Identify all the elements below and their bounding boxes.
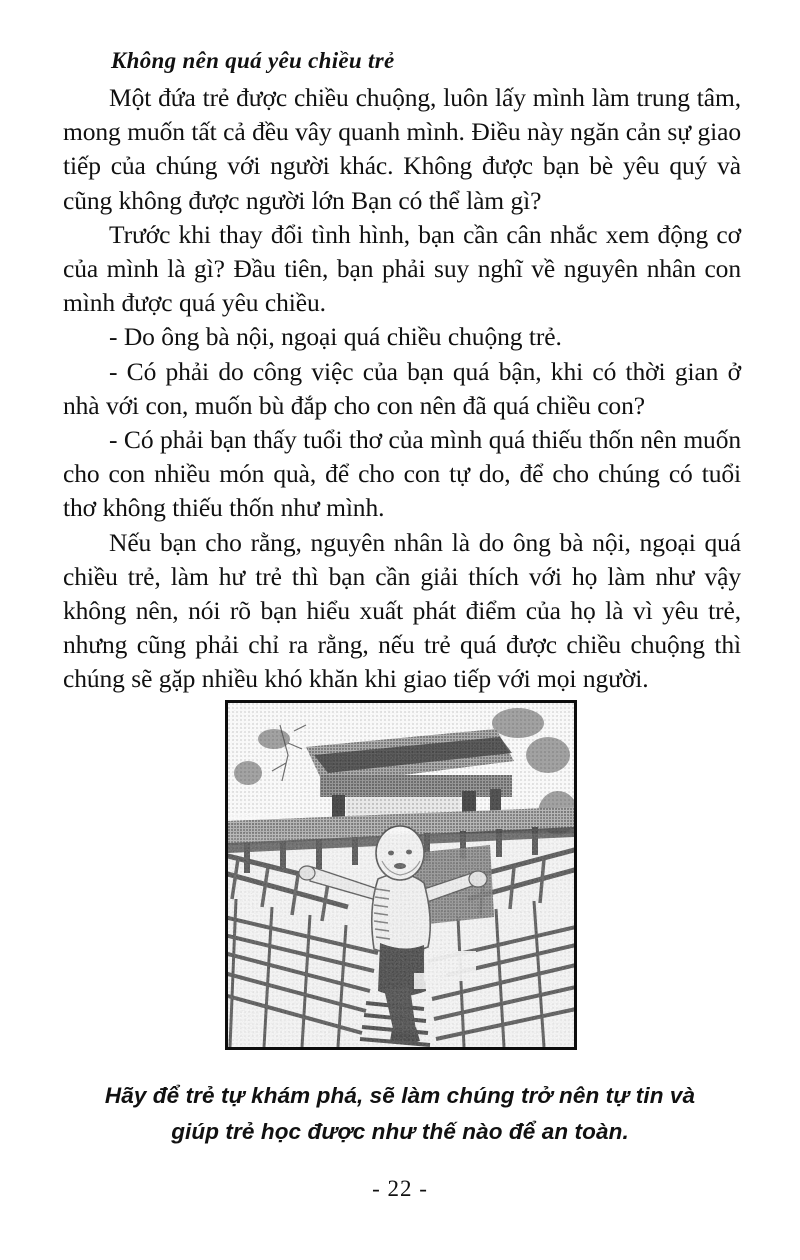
figure-photo [225,700,577,1050]
paragraph-3: - Do ông bà nội, ngoại quá chiều chuộng trẻ. [109,322,562,352]
figure-caption [90,1078,710,1150]
paragraph-6: Nếu bạn cho rằng, nguyên nhân là do ông bà nội, ngoại quá chiều trẻ, làm hư trẻ thì bạn cần giải thích với họ làm như vậy không nên, nói rõ bạn hiểu xuất phát điểm của họ là vì yêu trẻ, nhưng cũng phải chỉ ra rằng, nếu trẻ quá được chiều chuộng thì chúng sẽ gặp nhiều khó khăn khi giao tiếp với mọi người. [63,527,741,694]
playground-photo-illustration [228,703,574,1047]
paragraph-1: Một đứa trẻ được chiều chuộng, luôn lấy mình làm trung tâm, mong muốn tất cả đều vây quanh mình. Điều này ngăn cản sự giao tiếp của chúng với người khác. Không được bạn bè yêu quý và cũng không được người lớn Bạn có thể làm gì? [63,83,741,215]
text-column [63,46,741,697]
photo-image [228,703,574,1047]
caption-line-1: Hãy để trẻ tự khám phá, sẽ làm chúng trở nên tự tin và [104,1083,696,1108]
paragraph-2: Trước khi thay đổi tình hình, bạn cần cân nhắc xem động cơ của mình là gì? Đầu tiên, bạn phải suy nghĩ về nguyên nhân con mình được quá yêu chiều. [63,219,741,318]
paragraph-4: - Có phải do công việc của bạn quá bận, khi có thời gian ở nhà với con, muốn bù đắp cho con nên đã quá chiều con? [63,356,741,420]
page-title: Không nên quá yêu chiều trẻ [111,48,395,73]
page-number: - 22 - [372,1176,428,1201]
paragraph-5: - Có phải bạn thấy tuổi thơ của mình quá thiếu thốn nên muốn cho con nhiều món quà, để cho con tự do, để cho chúng có tuổi thơ không thiếu thốn như mình. [63,425,741,523]
caption-line-2: giúp trẻ học được như thế nào để an toàn. [171,1119,629,1144]
